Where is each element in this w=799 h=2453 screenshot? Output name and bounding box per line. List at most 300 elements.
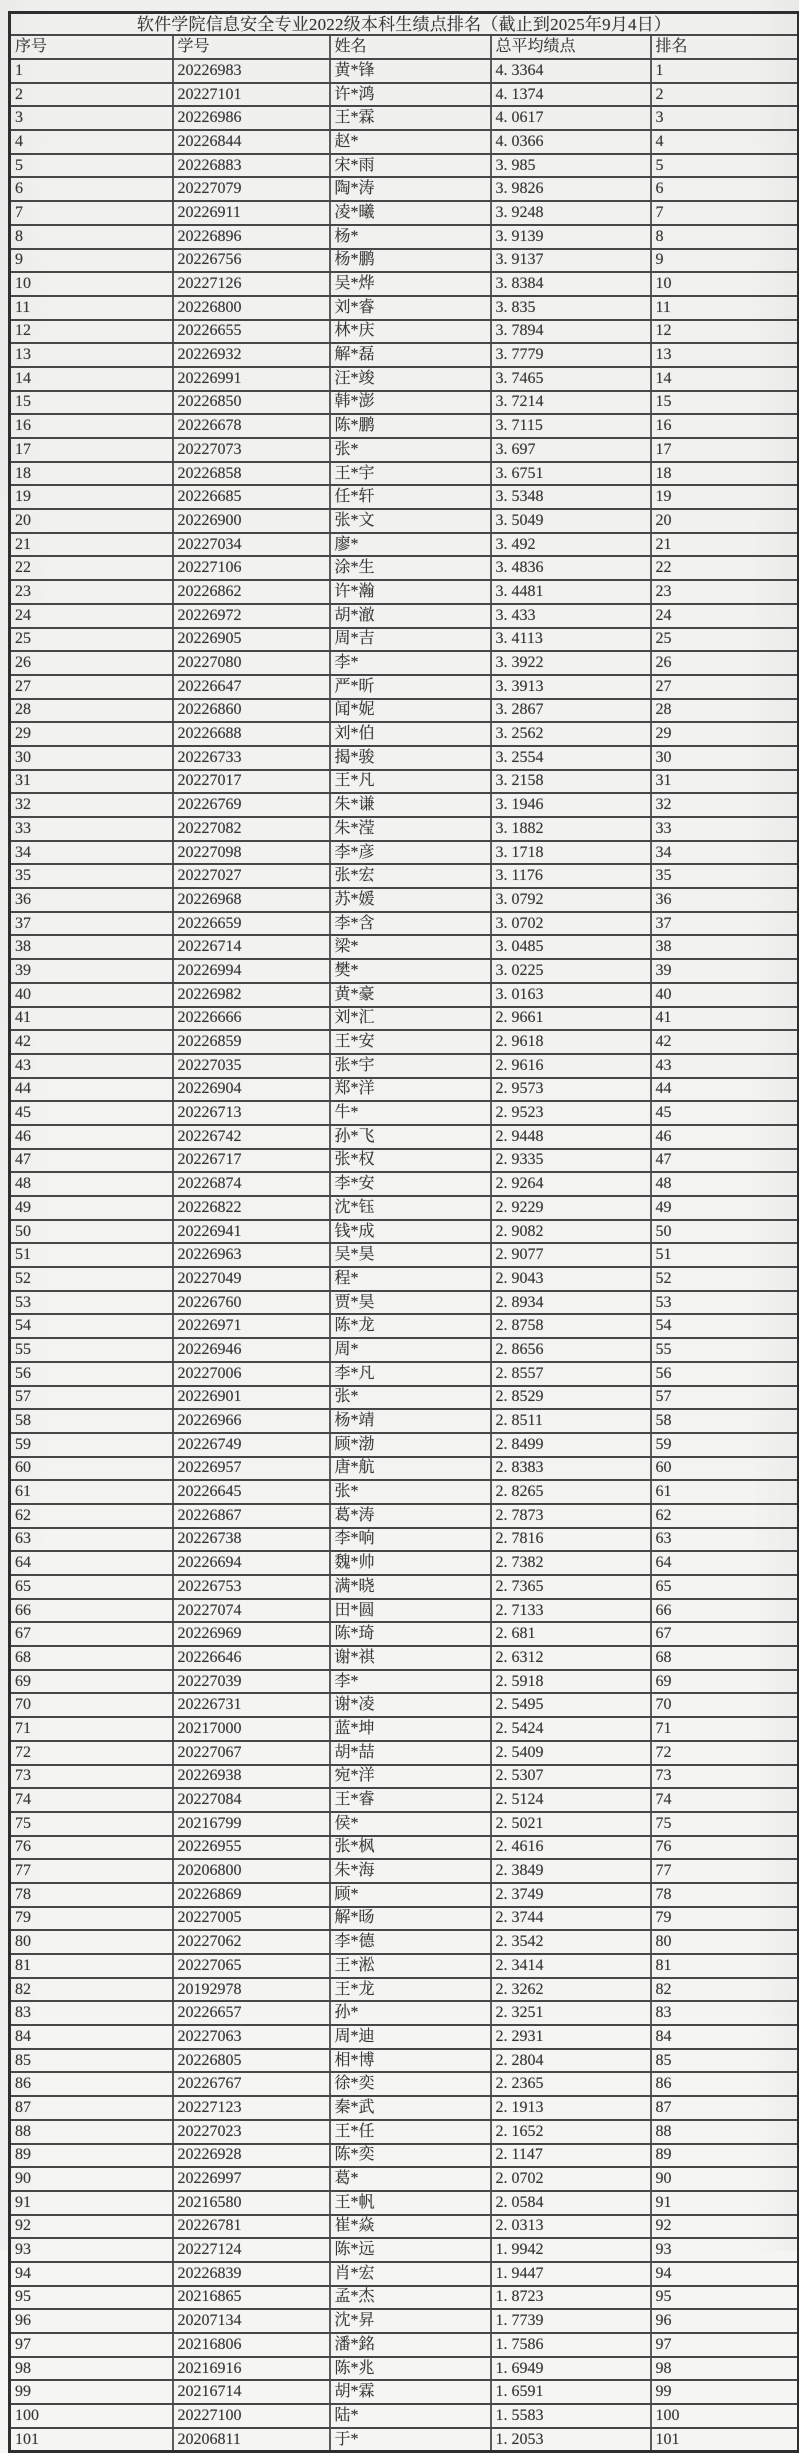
table-row (10, 272, 799, 296)
cell-gpa: 3. 433 (491, 604, 651, 628)
cell-index: 24 (10, 604, 173, 628)
cell-gpa: 2. 8383 (491, 1457, 651, 1481)
cell-rank: 47 (651, 1149, 799, 1173)
cell-index: 10 (10, 272, 173, 296)
cell-student-id: 20192978 (173, 1978, 330, 2002)
cell-student-id: 20226905 (173, 628, 330, 652)
cell-gpa: 2. 9448 (491, 1125, 651, 1149)
table-row (10, 1575, 799, 1599)
cell-gpa: 2. 8656 (491, 1338, 651, 1362)
cell-index: 83 (10, 2001, 173, 2025)
cell-student-id: 20226646 (173, 1646, 330, 1670)
cell-index: 73 (10, 1765, 173, 1789)
table-row (10, 2215, 799, 2239)
cell-index: 99 (10, 2380, 173, 2404)
cell-index: 89 (10, 2144, 173, 2168)
cell-rank: 48 (651, 1172, 799, 1196)
cell-student-id: 20216865 (173, 2286, 330, 2310)
cell-rank: 75 (651, 1812, 799, 1836)
table-row (10, 1907, 799, 1931)
cell-rank: 81 (651, 1954, 799, 1978)
cell-index: 69 (10, 1670, 173, 1694)
cell-index: 62 (10, 1504, 173, 1528)
cell-student-id: 20227082 (173, 817, 330, 841)
cell-index: 28 (10, 699, 173, 723)
table-row (10, 2428, 799, 2452)
cell-rank: 92 (651, 2215, 799, 2239)
cell-rank: 100 (651, 2404, 799, 2428)
cell-name: 王*凡 (330, 770, 491, 794)
cell-rank: 76 (651, 1836, 799, 1860)
cell-index: 96 (10, 2309, 173, 2333)
cell-rank: 23 (651, 580, 799, 604)
cell-gpa: 2. 8934 (491, 1291, 651, 1315)
cell-gpa: 2. 3262 (491, 1978, 651, 2002)
table-row (10, 1196, 799, 1220)
cell-rank: 22 (651, 556, 799, 580)
table-row (10, 367, 799, 391)
cell-student-id: 20226714 (173, 935, 330, 959)
cell-index: 16 (10, 414, 173, 438)
cell-gpa: 3. 0163 (491, 983, 651, 1007)
cell-student-id: 20206811 (173, 2428, 330, 2452)
cell-index: 87 (10, 2096, 173, 2120)
cell-index: 5 (10, 154, 173, 178)
cell-index: 7 (10, 201, 173, 225)
cell-name: 肖*宏 (330, 2262, 491, 2286)
cell-rank: 64 (651, 1551, 799, 1575)
cell-index: 67 (10, 1622, 173, 1646)
table-row (10, 1149, 799, 1173)
table-row (10, 1007, 799, 1031)
cell-gpa: 2. 5307 (491, 1765, 651, 1789)
cell-student-id: 20226756 (173, 249, 330, 273)
cell-student-id: 20226928 (173, 2144, 330, 2168)
cell-student-id: 20226657 (173, 2001, 330, 2025)
cell-student-id: 20217000 (173, 1717, 330, 1741)
cell-index: 76 (10, 1836, 173, 1860)
cell-index: 2 (10, 83, 173, 107)
table-row (10, 1836, 799, 1860)
cell-index: 63 (10, 1528, 173, 1552)
cell-gpa: 3. 697 (491, 438, 651, 462)
table-row (10, 2072, 799, 2096)
cell-name: 李*安 (330, 1172, 491, 1196)
cell-student-id: 20226655 (173, 320, 330, 344)
cell-rank: 71 (651, 1717, 799, 1741)
cell-name: 李*响 (330, 1528, 491, 1552)
cell-student-id: 20226733 (173, 746, 330, 770)
table-row (10, 320, 799, 344)
column-header-index: 序号 (10, 35, 173, 59)
cell-name: 李*含 (330, 912, 491, 936)
cell-index: 75 (10, 1812, 173, 1836)
cell-rank: 34 (651, 841, 799, 865)
cell-gpa: 2. 9618 (491, 1030, 651, 1054)
cell-rank: 30 (651, 746, 799, 770)
cell-gpa: 2. 681 (491, 1622, 651, 1646)
cell-gpa: 1. 6591 (491, 2380, 651, 2404)
cell-name: 刘*睿 (330, 296, 491, 320)
cell-index: 92 (10, 2215, 173, 2239)
cell-rank: 65 (651, 1575, 799, 1599)
cell-index: 25 (10, 628, 173, 652)
table-row (10, 1717, 799, 1741)
cell-index: 36 (10, 888, 173, 912)
cell-name: 杨*靖 (330, 1409, 491, 1433)
cell-gpa: 2. 1913 (491, 2096, 651, 2120)
cell-name: 闻*妮 (330, 699, 491, 723)
table-row (10, 1243, 799, 1267)
cell-rank: 53 (651, 1291, 799, 1315)
cell-student-id: 20216799 (173, 1812, 330, 1836)
cell-gpa: 2. 7382 (491, 1551, 651, 1575)
table-row (10, 177, 799, 201)
cell-gpa: 2. 0702 (491, 2167, 651, 2191)
cell-name: 沈*昇 (330, 2309, 491, 2333)
cell-index: 65 (10, 1575, 173, 1599)
table-row (10, 651, 799, 675)
cell-student-id: 20226850 (173, 391, 330, 415)
cell-gpa: 2. 9264 (491, 1172, 651, 1196)
cell-student-id: 20226955 (173, 1836, 330, 1860)
table-row (10, 1457, 799, 1481)
cell-name: 潘*銘 (330, 2333, 491, 2357)
cell-gpa: 2. 8511 (491, 1409, 651, 1433)
cell-gpa: 1. 6949 (491, 2357, 651, 2381)
cell-gpa: 3. 9248 (491, 201, 651, 225)
cell-name: 梁* (330, 935, 491, 959)
cell-name: 许*瀚 (330, 580, 491, 604)
cell-student-id: 20227098 (173, 841, 330, 865)
cell-gpa: 3. 2158 (491, 770, 651, 794)
cell-index: 93 (10, 2238, 173, 2262)
cell-student-id: 20226862 (173, 580, 330, 604)
cell-index: 41 (10, 1007, 173, 1031)
cell-student-id: 20216806 (173, 2333, 330, 2357)
cell-student-id: 20226749 (173, 1433, 330, 1457)
table-row (10, 959, 799, 983)
table-row (10, 2380, 799, 2404)
cell-student-id: 20226991 (173, 367, 330, 391)
cell-rank: 89 (651, 2144, 799, 2168)
table-row (10, 1622, 799, 1646)
cell-rank: 16 (651, 414, 799, 438)
cell-name: 郑*洋 (330, 1078, 491, 1102)
cell-gpa: 3. 2554 (491, 746, 651, 770)
table-row (10, 1883, 799, 1907)
cell-student-id: 20226968 (173, 888, 330, 912)
cell-rank: 95 (651, 2286, 799, 2310)
cell-student-id: 20226938 (173, 1765, 330, 1789)
cell-name: 谢*凌 (330, 1693, 491, 1717)
cell-gpa: 3. 9139 (491, 225, 651, 249)
table-row (10, 675, 799, 699)
table-row (10, 2049, 799, 2073)
cell-gpa: 2. 7365 (491, 1575, 651, 1599)
table-row (10, 154, 799, 178)
cell-index: 53 (10, 1291, 173, 1315)
cell-index: 12 (10, 320, 173, 344)
cell-name: 葛*涛 (330, 1504, 491, 1528)
table-row (10, 83, 799, 107)
cell-name: 崔*焱 (330, 2215, 491, 2239)
cell-gpa: 2. 6312 (491, 1646, 651, 1670)
cell-gpa: 4. 0617 (491, 106, 651, 130)
cell-rank: 8 (651, 225, 799, 249)
cell-rank: 35 (651, 864, 799, 888)
table-row (10, 1765, 799, 1789)
cell-student-id: 20227063 (173, 2025, 330, 2049)
cell-rank: 44 (651, 1078, 799, 1102)
cell-name: 孙* (330, 2001, 491, 2025)
cell-gpa: 4. 1374 (491, 83, 651, 107)
cell-name: 王*霖 (330, 106, 491, 130)
cell-name: 田*圆 (330, 1599, 491, 1623)
cell-name: 廖* (330, 533, 491, 557)
cell-rank: 78 (651, 1883, 799, 1907)
table-row (10, 817, 799, 841)
cell-name: 张* (330, 1480, 491, 1504)
table-row (10, 2286, 799, 2310)
cell-rank: 17 (651, 438, 799, 462)
cell-name: 张* (330, 438, 491, 462)
cell-rank: 33 (651, 817, 799, 841)
cell-name: 贾*昊 (330, 1291, 491, 1315)
cell-rank: 46 (651, 1125, 799, 1149)
cell-name: 陈*兆 (330, 2357, 491, 2381)
cell-student-id: 20226911 (173, 201, 330, 225)
cell-index: 51 (10, 1243, 173, 1267)
cell-gpa: 3. 0485 (491, 935, 651, 959)
cell-name: 朱*滢 (330, 817, 491, 841)
cell-rank: 26 (651, 651, 799, 675)
cell-rank: 85 (651, 2049, 799, 2073)
cell-student-id: 20226688 (173, 722, 330, 746)
cell-name: 唐*航 (330, 1457, 491, 1481)
cell-index: 85 (10, 2049, 173, 2073)
cell-rank: 67 (651, 1622, 799, 1646)
cell-name: 周* (330, 1338, 491, 1362)
cell-index: 20 (10, 509, 173, 533)
cell-rank: 91 (651, 2191, 799, 2215)
cell-gpa: 2. 9661 (491, 1007, 651, 1031)
cell-name: 魏*帅 (330, 1551, 491, 1575)
cell-student-id: 20226822 (173, 1196, 330, 1220)
cell-student-id: 20226932 (173, 343, 330, 367)
cell-gpa: 3. 4836 (491, 556, 651, 580)
cell-rank: 12 (651, 320, 799, 344)
cell-name: 满*晓 (330, 1575, 491, 1599)
table-row (10, 1788, 799, 1812)
cell-index: 55 (10, 1338, 173, 1362)
cell-rank: 38 (651, 935, 799, 959)
cell-gpa: 3. 835 (491, 296, 651, 320)
cell-gpa: 2. 5409 (491, 1741, 651, 1765)
cell-rank: 57 (651, 1386, 799, 1410)
cell-student-id: 20227035 (173, 1054, 330, 1078)
cell-index: 60 (10, 1457, 173, 1481)
cell-student-id: 20227023 (173, 2120, 330, 2144)
cell-student-id: 20226941 (173, 1220, 330, 1244)
cell-rank: 36 (651, 888, 799, 912)
cell-rank: 87 (651, 2096, 799, 2120)
cell-gpa: 3. 9826 (491, 177, 651, 201)
table-row (10, 1078, 799, 1102)
cell-rank: 55 (651, 1338, 799, 1362)
table-row (10, 343, 799, 367)
table-row (10, 580, 799, 604)
cell-index: 56 (10, 1362, 173, 1386)
cell-index: 94 (10, 2262, 173, 2286)
table-row (10, 130, 799, 154)
cell-name: 陶*涛 (330, 177, 491, 201)
cell-student-id: 20226678 (173, 414, 330, 438)
cell-name: 周*迪 (330, 2025, 491, 2049)
cell-index: 78 (10, 1883, 173, 1907)
table-row (10, 1409, 799, 1433)
table-row (10, 2309, 799, 2333)
cell-index: 11 (10, 296, 173, 320)
table-row (10, 935, 799, 959)
cell-gpa: 3. 2562 (491, 722, 651, 746)
cell-student-id: 20226666 (173, 1007, 330, 1031)
table-row (10, 1528, 799, 1552)
cell-index: 80 (10, 1930, 173, 1954)
table-row (10, 2404, 799, 2428)
cell-student-id: 20226769 (173, 793, 330, 817)
cell-rank: 5 (651, 154, 799, 178)
cell-student-id: 20206800 (173, 1859, 330, 1883)
table-row (10, 225, 799, 249)
cell-rank: 77 (651, 1859, 799, 1883)
column-header-gpa: 总平均绩点 (491, 35, 651, 59)
cell-rank: 59 (651, 1433, 799, 1457)
cell-student-id: 20207134 (173, 2309, 330, 2333)
cell-gpa: 3. 0792 (491, 888, 651, 912)
cell-index: 88 (10, 2120, 173, 2144)
cell-name: 胡*霖 (330, 2380, 491, 2404)
cell-rank: 86 (651, 2072, 799, 2096)
cell-index: 39 (10, 959, 173, 983)
cell-student-id: 20226659 (173, 912, 330, 936)
cell-gpa: 2. 3744 (491, 1907, 651, 1931)
cell-gpa: 3. 1176 (491, 864, 651, 888)
cell-name: 侯* (330, 1812, 491, 1836)
cell-rank: 51 (651, 1243, 799, 1267)
cell-index: 95 (10, 2286, 173, 2310)
table-row (10, 533, 799, 557)
cell-index: 57 (10, 1386, 173, 1410)
cell-gpa: 2. 3414 (491, 1954, 651, 1978)
cell-name: 朱*谦 (330, 793, 491, 817)
cell-name: 黄*豪 (330, 983, 491, 1007)
table-row (10, 793, 799, 817)
table-row (10, 1812, 799, 1836)
cell-index: 33 (10, 817, 173, 841)
cell-index: 47 (10, 1149, 173, 1173)
cell-gpa: 1. 7739 (491, 2309, 651, 2333)
table-row (10, 2096, 799, 2120)
cell-index: 86 (10, 2072, 173, 2096)
cell-gpa: 2. 9082 (491, 1220, 651, 1244)
cell-gpa: 2. 9229 (491, 1196, 651, 1220)
cell-gpa: 2. 3542 (491, 1930, 651, 1954)
cell-gpa: 2. 5918 (491, 1670, 651, 1694)
cell-index: 91 (10, 2191, 173, 2215)
cell-rank: 72 (651, 1741, 799, 1765)
cell-index: 77 (10, 1859, 173, 1883)
cell-name: 张*宏 (330, 864, 491, 888)
cell-index: 38 (10, 935, 173, 959)
cell-gpa: 2. 8758 (491, 1314, 651, 1338)
cell-index: 8 (10, 225, 173, 249)
cell-rank: 13 (651, 343, 799, 367)
table-row (10, 628, 799, 652)
cell-gpa: 2. 9523 (491, 1101, 651, 1125)
table-row (10, 746, 799, 770)
cell-name: 葛* (330, 2167, 491, 2191)
cell-rank: 82 (651, 1978, 799, 2002)
table-row (10, 2120, 799, 2144)
cell-name: 王*任 (330, 2120, 491, 2144)
cell-student-id: 20226694 (173, 1551, 330, 1575)
cell-name: 孙*飞 (330, 1125, 491, 1149)
cell-index: 14 (10, 367, 173, 391)
cell-index: 19 (10, 485, 173, 509)
table-row (10, 438, 799, 462)
cell-name: 黄*锋 (330, 59, 491, 83)
cell-student-id: 20226645 (173, 1480, 330, 1504)
cell-name: 杨* (330, 225, 491, 249)
cell-name: 王*睿 (330, 1788, 491, 1812)
title-row (10, 13, 799, 36)
table-row (10, 770, 799, 794)
cell-gpa: 3. 7894 (491, 320, 651, 344)
cell-student-id: 20226767 (173, 2072, 330, 2096)
cell-name: 顾*渤 (330, 1433, 491, 1457)
cell-name: 沈*钰 (330, 1196, 491, 1220)
cell-student-id: 20226753 (173, 1575, 330, 1599)
cell-rank: 25 (651, 628, 799, 652)
cell-rank: 11 (651, 296, 799, 320)
table-row (10, 1859, 799, 1883)
cell-index: 49 (10, 1196, 173, 1220)
cell-gpa: 3. 6751 (491, 462, 651, 486)
cell-name: 解*旸 (330, 1907, 491, 1931)
cell-name: 相*博 (330, 2049, 491, 2073)
cell-name: 钱*成 (330, 1220, 491, 1244)
cell-name: 朱*海 (330, 1859, 491, 1883)
cell-gpa: 3. 9137 (491, 249, 651, 273)
cell-student-id: 20227027 (173, 864, 330, 888)
table-row (10, 912, 799, 936)
cell-gpa: 2. 5424 (491, 1717, 651, 1741)
cell-rank: 74 (651, 1788, 799, 1812)
table-row (10, 106, 799, 130)
cell-student-id: 20226971 (173, 1314, 330, 1338)
cell-index: 27 (10, 675, 173, 699)
cell-index: 9 (10, 249, 173, 273)
cell-index: 46 (10, 1125, 173, 1149)
table-row (10, 391, 799, 415)
table-row (10, 1172, 799, 1196)
cell-rank: 83 (651, 2001, 799, 2025)
cell-index: 22 (10, 556, 173, 580)
cell-name: 周*吉 (330, 628, 491, 652)
cell-index: 64 (10, 1551, 173, 1575)
table-row (10, 201, 799, 225)
